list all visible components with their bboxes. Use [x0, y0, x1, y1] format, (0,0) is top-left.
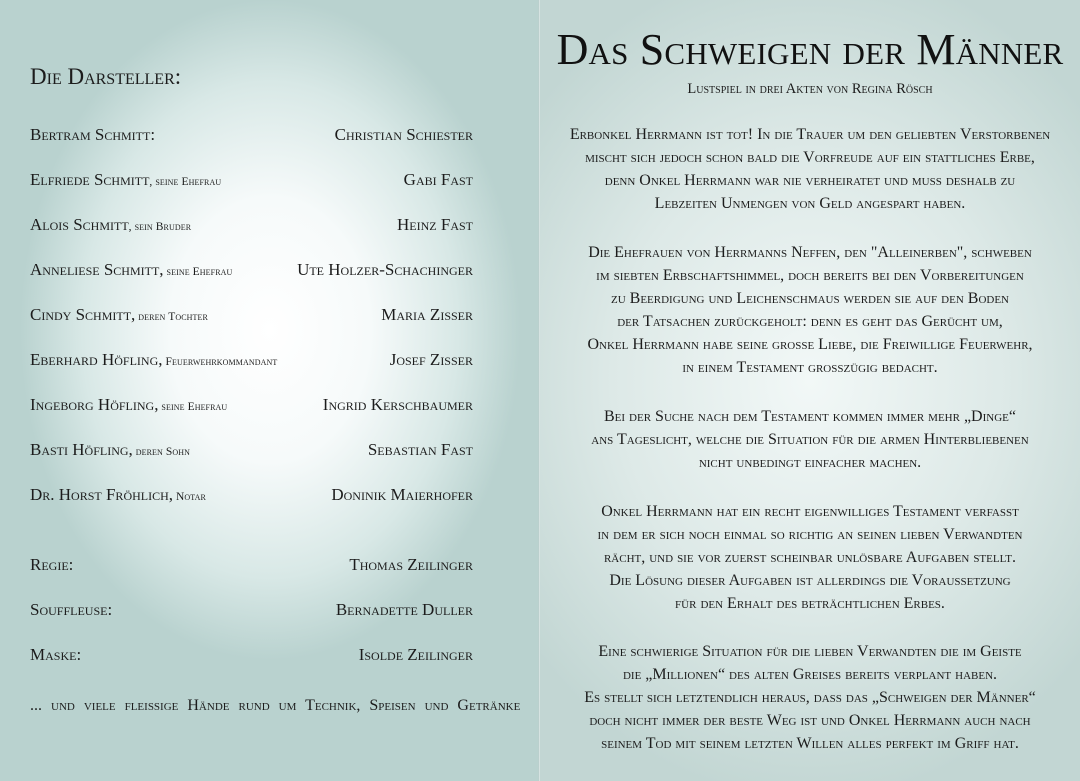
cast-role: Bertram Schmitt: [30, 125, 156, 144]
cast-actor: Maria Zisser [381, 305, 473, 324]
synopsis-paragraph: Die Ehefrauen von Herrmanns Neffen, den "Alleinerben", schweben im siebten Erbschaftshimmel, doch bereits bei den Vorbereitungen zu Beerdigung und Leichenschmaus werden sie auf den Boden der Tatsachen zurückgeholt: denn es geht das Gerücht um, Onkel Herrmann habe seine grosse Liebe, die Freiwillige Feuerwehr, in einem Testament grosszügig bedacht. [587, 244, 1033, 376]
cast-role: Ingeborg Höfling, seine Ehefrau [30, 395, 228, 414]
cast-role: Elfriede Schmitt, seine Ehefrau [30, 170, 222, 189]
cast-actor: Sebastian Fast [367, 440, 473, 459]
crew-person: Isolde Zeilinger [358, 645, 473, 664]
cast-actor: Ingrid Kerschbaumer [322, 395, 473, 414]
cast-role: Cindy Schmitt, deren Tochter [30, 305, 208, 324]
crew-role: Souffleuse: [30, 600, 113, 619]
cast-role: Anneliese Schmitt, seine Ehefrau [30, 260, 233, 279]
cast-role: Eberhard Höfling, Feuerwehrkommandant [30, 350, 278, 369]
synopsis-paragraph: Bei der Suche nach dem Testament kommen immer mehr „Dinge“ ans Tageslicht, welche die Situation für die armen Hinterbliebenen nicht unbedingt einfacher machen. [591, 408, 1029, 471]
cast-actor: Heinz Fast [397, 215, 473, 234]
cast-role: Basti Höfling, deren Sohn [30, 440, 191, 459]
play-subtitle: Lustspiel in drei Akten von Regina Rösch [687, 81, 933, 97]
synopsis-paragraph: Onkel Herrmann hat ein recht eigenwilliges Testament verfasst in dem er sich noch einmal so richtig an seinen lieben Verwandten rächt, und sie vor zuerst scheinbar unlösbare Aufgaben stellt. Die Lösung dieser Aufgaben ist allerdings die Voraussetzung für den Erhalt des beträchtlichen Erbes. [597, 503, 1023, 612]
crew-person: Thomas Zeilinger [349, 555, 473, 574]
cast-role: Alois Schmitt, sein Bruder [30, 215, 192, 234]
cast-actor: Ute Holzer-Schachinger [297, 260, 473, 279]
synopsis-paragraph: Eine schwierige Situation für die lieben Verwandten die im Geiste die „Millionen“ des alten Greises bereits verplant haben. Es stellt sich letztendlich heraus, dass das „Schweigen der Männer“ doch nicht immer der beste Weg ist und Onkel Herrmann auch nach seinem Tod mit seinem letzten Willen alles perfekt im Griff hat. [584, 643, 1036, 752]
cast-actor: Gabi Fast [403, 170, 473, 189]
crew-role: Regie: [30, 555, 74, 574]
helpers-note: ... und viele fleissige Hände rund um Technik, Speisen und Getränke [30, 697, 521, 714]
crew-person: Bernadette Duller [335, 600, 473, 619]
synopsis-panel [540, 0, 1080, 781]
crew-role: Maske: [30, 645, 82, 664]
cast-actor: Doninik Maierhofer [331, 485, 473, 504]
cast-actor: Christian Schiester [334, 125, 473, 144]
synopsis-paragraph: Erbonkel Herrmann ist tot! In die Trauer um den geliebten Verstorbenen mischt sich jedoch schon bald die Vorfreude auf ein stattliches Erbe, denn Onkel Herrmann war nie verheiratet und muss deshalb zu Lebzeiten Unmengen von Geld angespart haben. [569, 126, 1051, 212]
cast-actor: Josef Zisser [389, 350, 473, 369]
cast-role: Dr. Horst Fröhlich, Notar [30, 485, 206, 504]
play-title: Das Schweigen der Männer [556, 25, 1064, 74]
cast-heading: Die Darsteller: [30, 64, 182, 89]
